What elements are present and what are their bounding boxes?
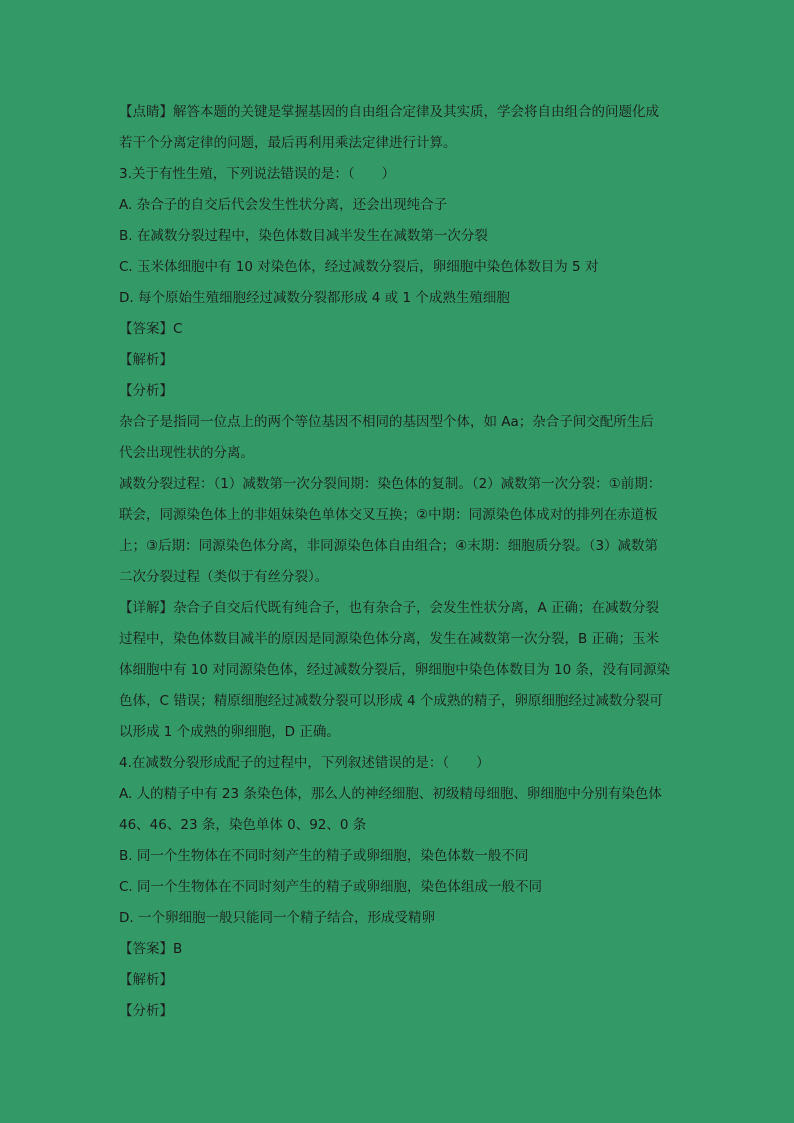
question-4-option-d: D. 一个卵细胞一般只能同一个精子结合，形成受精卵 xyxy=(119,910,435,926)
question-4-option-c: C. 同一个生物体在不同时刻产生的精子或卵细胞，染色体组成一般不同 xyxy=(119,879,543,895)
analysis-line-3: 减数分裂过程：（1）减数第一次分裂间期：染色体的复制。（2）减数第一次分裂：①前期： xyxy=(119,476,662,492)
detail-line-3: 体细胞中有 10 对同源染色体，经过减数分裂后，卵细胞中染色体数目为 10 条，没有同源染 xyxy=(119,662,671,678)
question-4-stem: 4.在减数分裂形成配子的过程中，下列叙述错误的是：（ ） xyxy=(119,755,490,771)
question-3-explanation-heading: 【解析】 xyxy=(119,352,173,368)
question-4-analysis-heading: 【分析】 xyxy=(119,1003,173,1019)
detail-line-2: 过程中，染色体数目减半的原因是同源染色体分离，发生在减数第一次分裂，B 正确；玉米 xyxy=(119,631,660,647)
question-4-option-a: A. 人的精子中有 23 条染色体，那么人的神经细胞、初级精母细胞、卵细胞中分别有染色体 xyxy=(119,786,662,802)
question-3-answer: 【答案】C xyxy=(119,321,183,337)
question-4-option-a-cont: 46、46、23 条，染色单体 0、92、0 条 xyxy=(119,817,367,833)
detail-line-4: 色体，C 错误；精原细胞经过减数分裂可以形成 4 个成熟的精子，卵原细胞经过减数分裂可 xyxy=(119,693,663,709)
analysis-line-4: 联会，同源染色体上的非姐妹染色单体交叉互换；②中期：同源染色体成对的排列在赤道板 xyxy=(119,507,658,523)
note-line-1: 【点睛】解答本题的关键是掌握基因的自由组合定律及其实质，学会将自由组合的问题化成 xyxy=(119,104,659,120)
question-3-analysis-heading: 【分析】 xyxy=(119,383,173,399)
analysis-line-2: 代会出现性状的分离。 xyxy=(119,445,254,461)
question-3-option-a: A. 杂合子的自交后代会发生性状分离，还会出现纯合子 xyxy=(119,197,448,213)
question-3-option-d: D. 每个原始生殖细胞经过减数分裂都形成 4 或 1 个成熟生殖细胞 xyxy=(119,290,510,306)
document-page xyxy=(119,97,679,1027)
question-4-answer: 【答案】B xyxy=(119,941,183,957)
detail-line-5: 以形成 1 个成熟的卵细胞，D 正确。 xyxy=(119,724,340,740)
question-3-option-b: B. 在减数分裂过程中，染色体数目减半发生在减数第一次分裂 xyxy=(119,228,488,244)
note-line-2: 若干个分离定律的问题，最后再利用乘法定律进行计算。 xyxy=(119,135,457,151)
analysis-line-5: 上；③后期：同源染色体分离，非同源染色体自由组合；④末期：细胞质分裂。（3）减数第 xyxy=(119,538,659,554)
question-4-option-b: B. 同一个生物体在不同时刻产生的精子或卵细胞，染色体数一般不同 xyxy=(119,848,529,864)
question-4-explanation-heading: 【解析】 xyxy=(119,972,173,988)
analysis-line-1: 杂合子是指同一位点上的两个等位基因不相同的基因型个体，如 Aa；杂合子间交配所生后 xyxy=(119,414,654,430)
detail-line-1: 【详解】杂合子自交后代既有纯合子，也有杂合子，会发生性状分离，A 正确；在减数分裂 xyxy=(119,600,660,616)
question-3-stem: 3.关于有性生殖，下列说法错误的是：（ ） xyxy=(119,166,396,182)
question-3-option-c: C. 玉米体细胞中有 10 对染色体，经过减数分裂后，卵细胞中染色体数目为 5 对 xyxy=(119,259,599,275)
analysis-line-6: 二次分裂过程（类似于有丝分裂）。 xyxy=(119,569,329,585)
